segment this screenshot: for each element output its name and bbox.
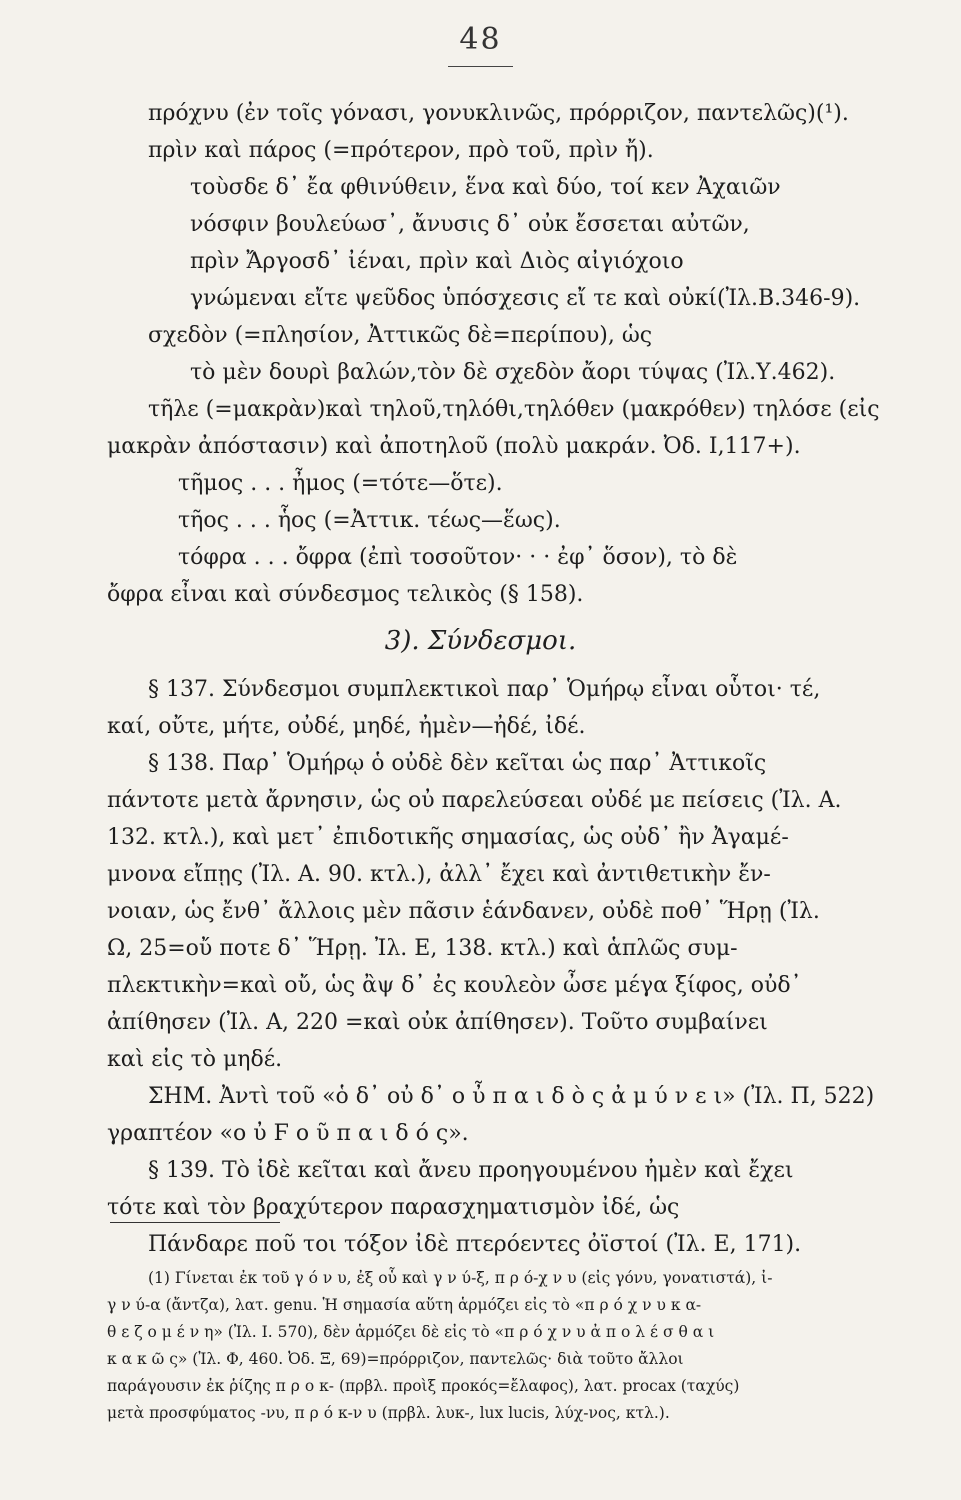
text-line: τῆλε (=μακρὰν)καὶ τηλοῦ,τηλόθι,τηλόθεν (μακρόθεν) τηλόσε (εἰς: [148, 397, 880, 422]
section-heading: 3). Σύνδεσμοι.: [384, 626, 577, 656]
text-line: πάντοτε μετὰ ἄρνησιν, ὡς οὐ παρελεύσεαι οὐδέ με πείσεις (Ἰλ. Α.: [107, 788, 842, 813]
text-line: τῆμος . . . ἦμος (=τότε—ὅτε).: [178, 471, 503, 496]
text-line: Πάνδαρε ποῦ τοι τόξον ἰδὲ πτερόεντες ὀϊστοί (Ἰλ. Ε, 171).: [148, 1232, 802, 1257]
text-line: τὸ μὲν δουρὶ βαλών,τὸν δὲ σχεδὸν ἄορι τύψας (Ἰλ.Υ.462).: [190, 360, 836, 385]
text-line: γνώμεναι εἴτε ψεῦδος ὑπόσχεσις εἴ τε καὶ οὐκί(Ἰλ.Β.346-9).: [190, 286, 861, 311]
text-line: § 137. Σύνδεσμοι συμπλεκτικοὶ παρ᾽ Ὁμήρῳ εἶναι οὗτοι· τέ,: [148, 677, 821, 702]
footnote-line: (1) Γίνεται ἐκ τοῦ γ ό ν υ, ἐξ οὗ καὶ γ ν ύ-ξ, π ρ ό-χ ν υ (εἰς γόνυ, γονατιστά), ἰ-: [148, 1269, 773, 1287]
footnote-line: θ ε ζ ο μ έ ν η» (Ἰλ. Ι. 570), δὲν ἁρμόζει δὲ εἰς τὸ «π ρ ό χ ν υ ἀ π ο λ έ σ θ α ι: [107, 1323, 715, 1341]
footnote-rule: [110, 1222, 280, 1223]
text-line: Ω, 25=οὔ ποτε δ᾽ Ἥρῃ. Ἰλ. Ε, 138. κτλ.) καὶ ἁπλῶς συμ-: [107, 936, 738, 961]
text-line: πρόχνυ (ἐν τοῖς γόνασι, γονυκλινῶς, πρόρριζον, παντελῶς)(¹).: [148, 101, 849, 126]
text-line: πρὶν καὶ πάρος (=πρότερον, πρὸ τοῦ, πρὶν ἤ).: [148, 138, 654, 163]
footnote-line: κ α κ ῶ ς» (Ἰλ. Φ, 460. Ὀδ. Ξ, 69)=πρόρριζον, παντελῶς· διὰ τοῦτο ἄλλοι: [107, 1350, 684, 1368]
text-line: νόσφιν βουλεύωσ᾽, ἄνυσις δ᾽ οὐκ ἔσσεται αὐτῶν,: [190, 212, 750, 237]
text-line: ἀπίθησεν (Ἰλ. Α, 220 =καὶ οὐκ ἀπίθησεν). Τοῦτο συμβαίνει: [107, 1010, 768, 1035]
footnote-line: γ ν ύ-α (ἄντζα), λατ. genu. Ἡ σημασία αὕτη ἁρμόζει εἰς τὸ «π ρ ό χ ν υ κ α-: [107, 1296, 702, 1314]
text-line: πρὶν Ἄργοσδ᾽ ἰέναι, πρὶν καὶ Διὸς αἰγιόχοιο: [190, 249, 684, 274]
text-line: τότε καὶ τὸν βραχύτερον παρασχηματισμὸν ἰδέ, ὡς: [107, 1195, 680, 1220]
text-line: σχεδὸν (=πλησίον, Ἀττικῶς δὲ=περίπου), ὡς: [148, 323, 653, 348]
text-line: § 138. Παρ᾽ Ὁμήρῳ ὁ οὐδὲ δὲν κεῖται ὡς παρ᾽ Ἀττικοῖς: [148, 751, 767, 776]
footnote-line: μετὰ προσφύματος -νυ, π ρ ό κ-ν υ (πρβλ. λυκ-, lux lucis, λύχ-νος, κτλ.).: [107, 1404, 670, 1422]
page-number-rule: [448, 66, 513, 67]
text-line: 132. κτλ.), καὶ μετ᾽ ἐπιδοτικῆς σημασίας, ὡς οὐδ᾽ ἢν Ἀγαμέ-: [107, 825, 789, 850]
text-line: ΣΗΜ. Ἀντὶ τοῦ «ὁ δ᾽ οὐ δ᾽ ο ὖ π α ι δ ὸ ς ἀ μ ύ ν ε ι» (Ἰλ. Π, 522): [148, 1084, 875, 1109]
text-line: καὶ εἰς τὸ μηδέ.: [107, 1047, 283, 1072]
text-line: ὄφρα εἶναι καὶ σύνδεσμος τελικὸς (§ 158).: [107, 582, 584, 607]
text-line: νοιαν, ὡς ἔνθ᾽ ἄλλοις μὲν πᾶσιν ἑάνδανεν, οὐδὲ ποθ᾽ Ἥρῃ (Ἰλ.: [107, 899, 820, 924]
footnote-line: παράγουσιν ἐκ ῥίζης π ρ ο κ- (πρβλ. προὶξ προκός=ἔλαφος), λατ. procax (ταχύς): [107, 1377, 740, 1395]
text-line: τῆος . . . ἧος (=Ἀττικ. τέως—ἕως).: [178, 508, 561, 533]
text-line: τόφρα . . . ὄφρα (ἐπὶ τοσοῦτον· · · ἐφ᾽ ὅσον), τὸ δὲ: [178, 545, 738, 570]
text-line: μνονα εἴπῃς (Ἰλ. Α. 90. κτλ.), ἀλλ᾽ ἔχει καὶ ἀντιθετικὴν ἔν-: [107, 862, 771, 887]
text-line: § 139. Τὸ ἰδὲ κεῖται καὶ ἄνευ προηγουμένου ἠμὲν καὶ ἔχει: [148, 1158, 794, 1183]
text-line: καί, οὔτε, μήτε, οὐδέ, μηδέ, ἠμὲν—ἠδέ, ἰδέ.: [107, 714, 586, 739]
page-number: 48: [459, 22, 502, 57]
text-line: πλεκτικὴν=καὶ οὔ, ὡς ἂψ δ᾽ ἐς κουλεὸν ὦσε μέγα ξίφος, οὐδ᾽: [107, 973, 802, 998]
text-line: γραπτέον «ο ὐ Ϝ ο ῦ π α ι δ ό ς».: [107, 1121, 469, 1146]
text-line: τοὺσδε δ᾽ ἔα φθινύθειν, ἕνα καὶ δύο, τοί κεν Ἀχαιῶν: [190, 175, 781, 200]
text-line: μακρὰν ἀπόστασιν) καὶ ἀποτηλοῦ (πολὺ μακράν. Ὀδ. Ι,117+).: [107, 434, 801, 459]
